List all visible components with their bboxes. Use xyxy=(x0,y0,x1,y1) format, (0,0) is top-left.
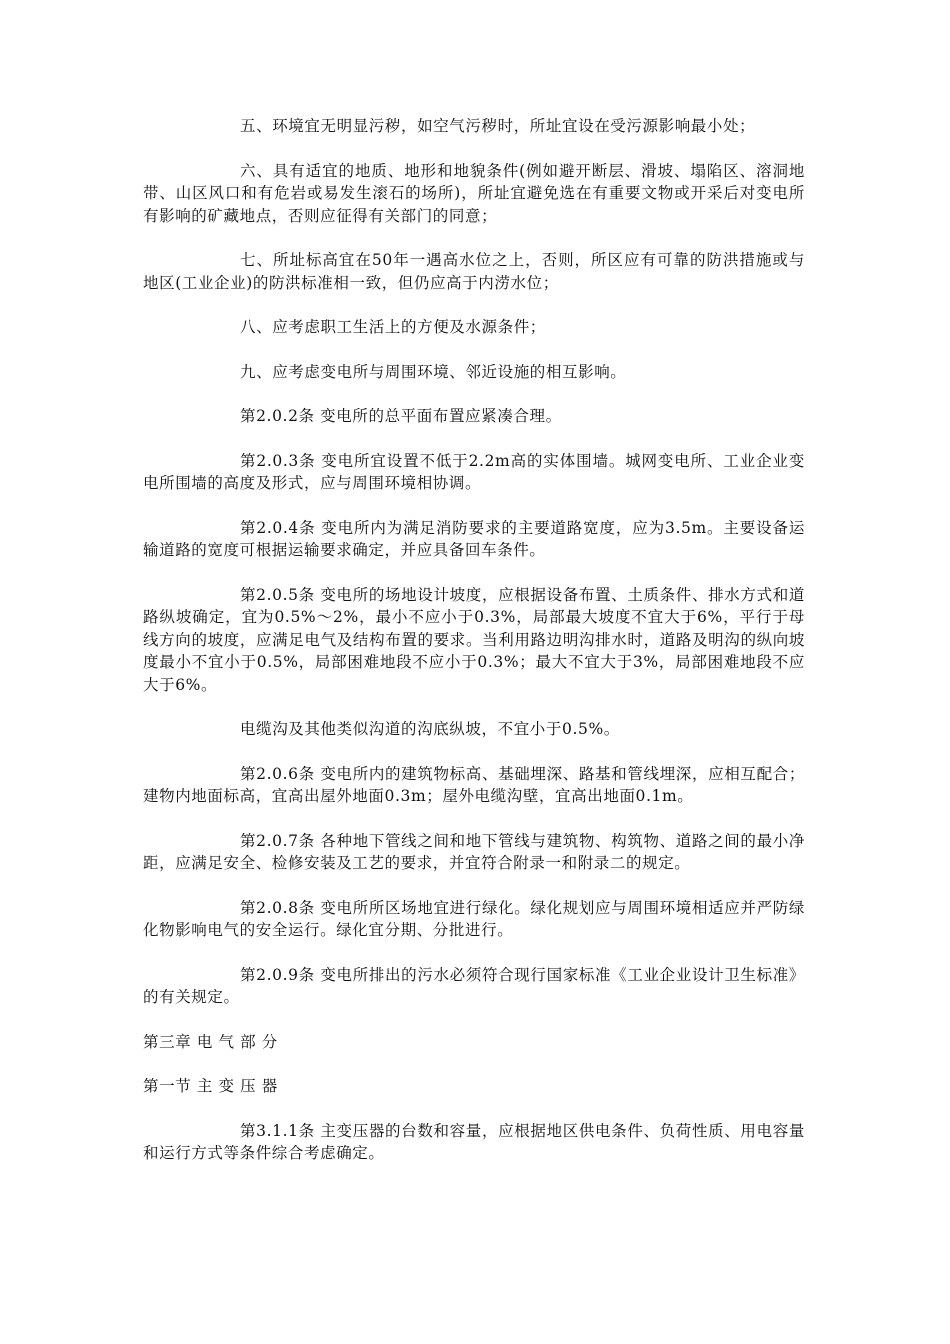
paragraph-item-5: 五、环境宜无明显污秽，如空气污秽时，所址宜设在受污源影响最小处； xyxy=(240,117,756,135)
clause-2-0-3: 第2.0.3条 变电所宜设置不低于2.2m高的实体围墙。城网变电所、工业企业变电所围墙的高度及形式，应与周围环境相协调。 xyxy=(143,451,805,492)
paragraph-item-9: 九、应考虑变电所与周围环境、邻近设施的相互影响。 xyxy=(240,362,627,381)
clause-2-0-7: 第2.0.7条 各种地下管线之间和地下管线与建筑物、构筑物、道路之间的最小净距，应满足安全、检修安装及工艺的要求，并宜符合附录一和附录二的规定。 xyxy=(143,831,805,872)
clause-2-0-8: 第2.0.8条 变电所所区场地宜进行绿化。绿化规划应与周围环境相适应并严防绿化物影响电气的安全运行。绿化宜分期、分批进行。 xyxy=(143,898,805,939)
clause-2-0-5: 第2.0.5条 变电所的场地设计坡度，应根据设备布置、土质条件、排水方式和道路纵坡确定，宜为0.5%～2%，最小不应小于0.3%，局部最大坡度不宜大于6%，平行于母线方向的坡度，应满足电气及结构布置的要求。当利用路边明沟排水时，道路及明沟的纵向坡度最小不宜小于0.5%，局部困难地段不应小于0.3%；最大不宜大于3%，局部困难地段不应大于6%。 xyxy=(143,585,805,694)
cable-trench-note: 电缆沟及其他类似沟道的沟底纵坡，不宜小于0.5%。 xyxy=(240,720,620,738)
section-heading: 第一节 主 变 压 器 xyxy=(143,1077,278,1095)
paragraph-item-7: 七、所址标高宜在50年一遇高水位之上，否则，所区应有可靠的防洪措施或与地区(工业企业)的防洪标准相一致，但仍应高于内涝水位； xyxy=(143,251,805,292)
paragraph-item-6: 六、具有适宜的地质、地形和地貌条件(例如避开断层、滑坡、塌陷区、溶洞地带、山区风口和有危岩或易发生滚石的场所)，所址宜避免选在有重要文物或开采后对变电所有影响的矿藏地点，否则应征得有关部门的同意； xyxy=(143,161,805,225)
clause-2-0-9: 第2.0.9条 变电所排出的污水必须符合现行国家标准《工业企业设计卫生标准》的有关规定。 xyxy=(143,965,805,1006)
chapter-heading: 第三章 电 气 部 分 xyxy=(143,1032,278,1051)
paragraph-item-8: 八、应考虑职工生活上的方便及水源条件； xyxy=(240,318,546,336)
clause-2-0-4: 第2.0.4条 变电所内为满足消防要求的主要道路宽度，应为3.5m。主要设备运输道路的宽度可根据运输要求确定，并应具备回车条件。 xyxy=(143,518,805,559)
document-page xyxy=(143,115,805,1187)
clause-2-0-2: 第2.0.2条 变电所的总平面布置应紧凑合理。 xyxy=(240,407,562,425)
clause-2-0-6: 第2.0.6条 变电所内的建筑物标高、基础埋深、路基和管线埋深，应相互配合；建物内地面标高，宜高出屋外地面0.3m；屋外电缆沟壁，宜高出地面0.1m。 xyxy=(143,764,805,805)
clause-3-1-1: 第3.1.1条 主变压器的台数和容量，应根据地区供电条件、负荷性质、用电容量和运行方式等条件综合考虑确定。 xyxy=(143,1121,805,1162)
